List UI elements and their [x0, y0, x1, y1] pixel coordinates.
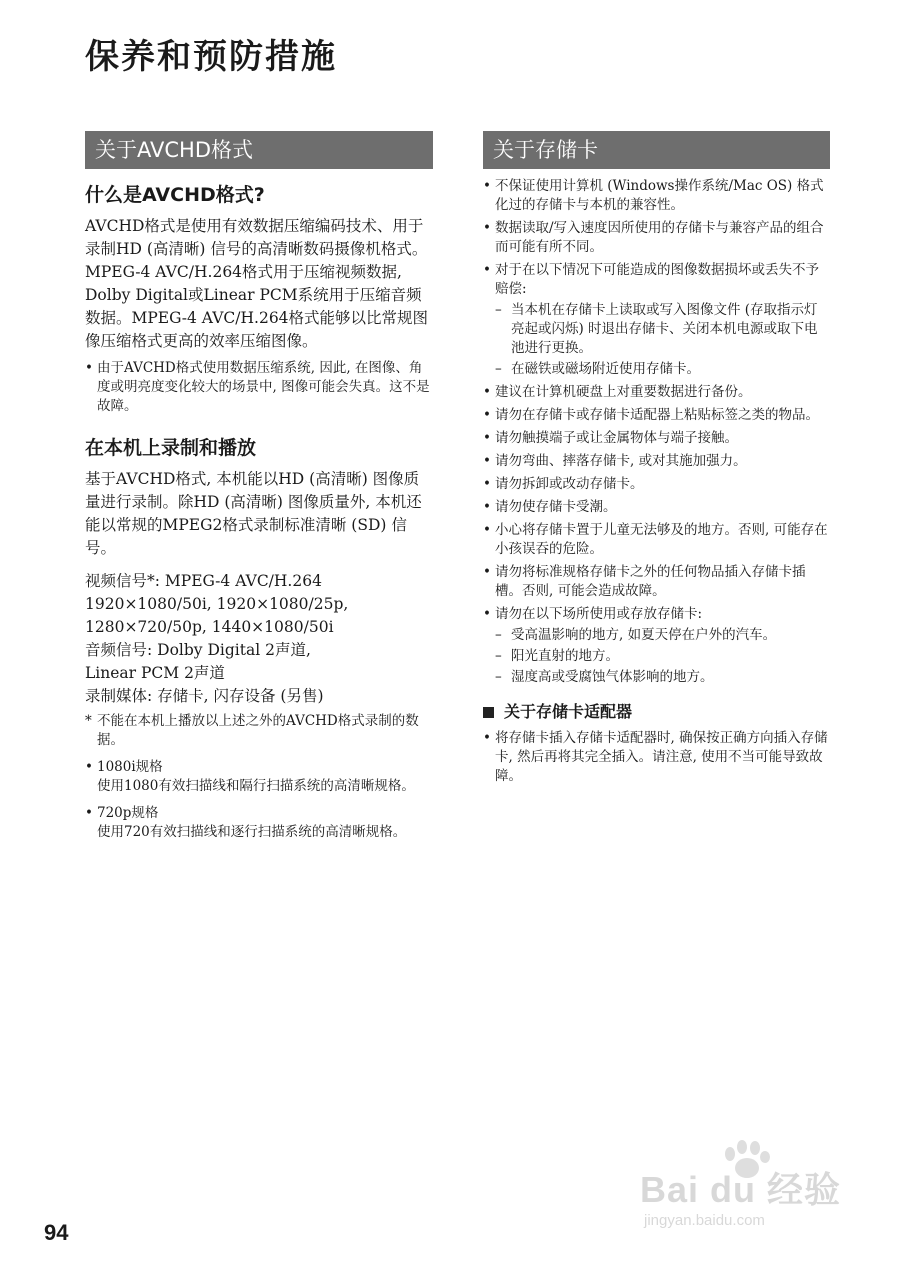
list-item: • 请勿触摸端子或让金属物体与端子接触。 [483, 430, 738, 446]
bullet-marker: • [85, 360, 93, 376]
right-column [483, 131, 830, 790]
square-bullet-icon [483, 707, 494, 718]
list-item: • 请勿在存储卡或存储卡适配器上粘贴标签之类的物品。 [483, 407, 819, 423]
watermark-logo: Bai du 经验 [640, 1169, 842, 1210]
spec-line: 视频信号*: MPEG-4 AVC/H.264 [85, 572, 322, 590]
what-is-avchd-heading: 什么是AVCHD格式? [85, 184, 265, 206]
sub-item: – 阳光直射的地方。 [495, 648, 619, 664]
sub-item: – 在磁铁或磁场附近使用存储卡。 [495, 361, 700, 377]
list-item: • 请勿在以下场所使用或存放存储卡: – 受高温影响的地方, 如夏天停在户外的汽车。 – 阳光直射的地方。 – 湿度高或受腐蚀气体影响的地方。 [483, 605, 830, 687]
list-item: • 请勿弯曲、摔落存储卡, 或对其施加强力。 [483, 453, 747, 469]
spec-line: 音频信号: Dolby Digital 2声道, [85, 641, 311, 659]
spec-line: 1920×1080/50i, 1920×1080/25p, [85, 595, 349, 613]
list-item: • 对于在以下情况下可能造成的图像数据损坏或丢失不予赔偿: – 当本机在存储卡上读取或写入图像文件 (存取指示灯亮起或闪烁) 时退出存储卡、关闭本机电源或取下电池进行更换。 – 在磁铁或磁场附近使用存储卡。 [483, 261, 830, 379]
spec-line: 录制媒体: 存储卡, 闪存设备 (另售) [85, 687, 324, 705]
list-item: • 1080i规格 使用1080有效扫描线和隔行扫描系统的高清晰规格。 [85, 759, 415, 794]
footnote-list [85, 712, 433, 842]
page-title: 保养和预防措施 [85, 37, 337, 77]
list-item: • 720p规格 使用720有效扫描线和逐行扫描系统的高清晰规格。 [85, 805, 407, 840]
section-header-memory-card: 关于存储卡 [483, 131, 830, 169]
sub-item: – 受高温影响的地方, 如夏天停在户外的汽车。 [495, 627, 777, 643]
list-item: • 建议在计算机硬盘上对重要数据进行备份。 [483, 384, 752, 400]
avchd-note-list [85, 359, 433, 416]
record-playback-heading: 在本机上录制和播放 [85, 437, 257, 459]
footnote: * 不能在本机上播放以上述之外的AVCHD格式录制的数据。 [85, 713, 419, 748]
list-item: • 请勿使存储卡受潮。 [483, 499, 617, 515]
left-column [85, 131, 433, 846]
footnote-marker: * [85, 713, 92, 729]
adapter-heading: 关于存储卡适配器 [483, 701, 830, 723]
watermark-url: jingyan.baidu.com [644, 1212, 765, 1229]
spec-line: Linear PCM 2声道 [85, 664, 225, 682]
section-header-avchd: 关于AVCHD格式 [85, 131, 433, 169]
adapter-list [483, 729, 830, 786]
spec-block [85, 570, 433, 708]
list-item: • 数据读取/写入速度因所使用的存储卡与兼容产品的组合而可能有所不同。 [483, 220, 824, 255]
list-item: • 请勿将标准规格存储卡之外的任何物品插入存储卡插槽。否则, 可能会造成故障。 [483, 564, 806, 599]
sub-list [495, 626, 830, 687]
list-item: • 小心将存储卡置于儿童无法够及的地方。否则, 可能存在小孩误吞的危险。 [483, 522, 828, 557]
sub-item: – 湿度高或受腐蚀气体影响的地方。 [495, 669, 714, 685]
list-item: • 不保证使用计算机 (Windows操作系统/Mac OS) 格式化过的存储卡与本机的兼容性。 [483, 178, 824, 213]
record-playback-paragraph: 基于AVCHD格式, 本机能以HD (高清晰) 图像质量进行录制。除HD (高清晰) 图像质量外, 本机还能以常规的MPEG2格式录制标准清晰 (SD) 信号。 [85, 470, 422, 557]
list-item: • 请勿拆卸或改动存储卡。 [483, 476, 644, 492]
what-is-avchd-paragraph: AVCHD格式是使用有效数据压缩编码技术、用于录制HD (高清晰) 信号的高清晰数码摄像机格式。MPEG-4 AVC/H.264格式用于压缩视频数据, Dolby Digital或Linear PCM系统用于压缩音频数据。MPEG-4 AVC/H.264格式能够以比常规图像压缩格式更高的效率压缩图像。 [85, 217, 429, 350]
sub-list [495, 301, 830, 379]
memory-card-list [483, 177, 830, 687]
watermark [640, 1140, 850, 1240]
spec-line: 1280×720/50p, 1440×1080/50i [85, 618, 334, 636]
list-item: • 由于AVCHD格式使用数据压缩系统, 因此, 在图像、角度或明亮度变化较大的场景中, 图像可能会失真。这不是故障。 [85, 360, 430, 414]
page-number: 94 [44, 1220, 69, 1245]
sub-item: – 当本机在存储卡上读取或写入图像文件 (存取指示灯亮起或闪烁) 时退出存储卡、关闭本机电源或取下电池进行更换。 [495, 302, 818, 356]
list-item: • 将存储卡插入存储卡适配器时, 确保按正确方向插入存储卡, 然后再将其完全插入。请注意, 使用不当可能导致故障。 [483, 730, 828, 784]
